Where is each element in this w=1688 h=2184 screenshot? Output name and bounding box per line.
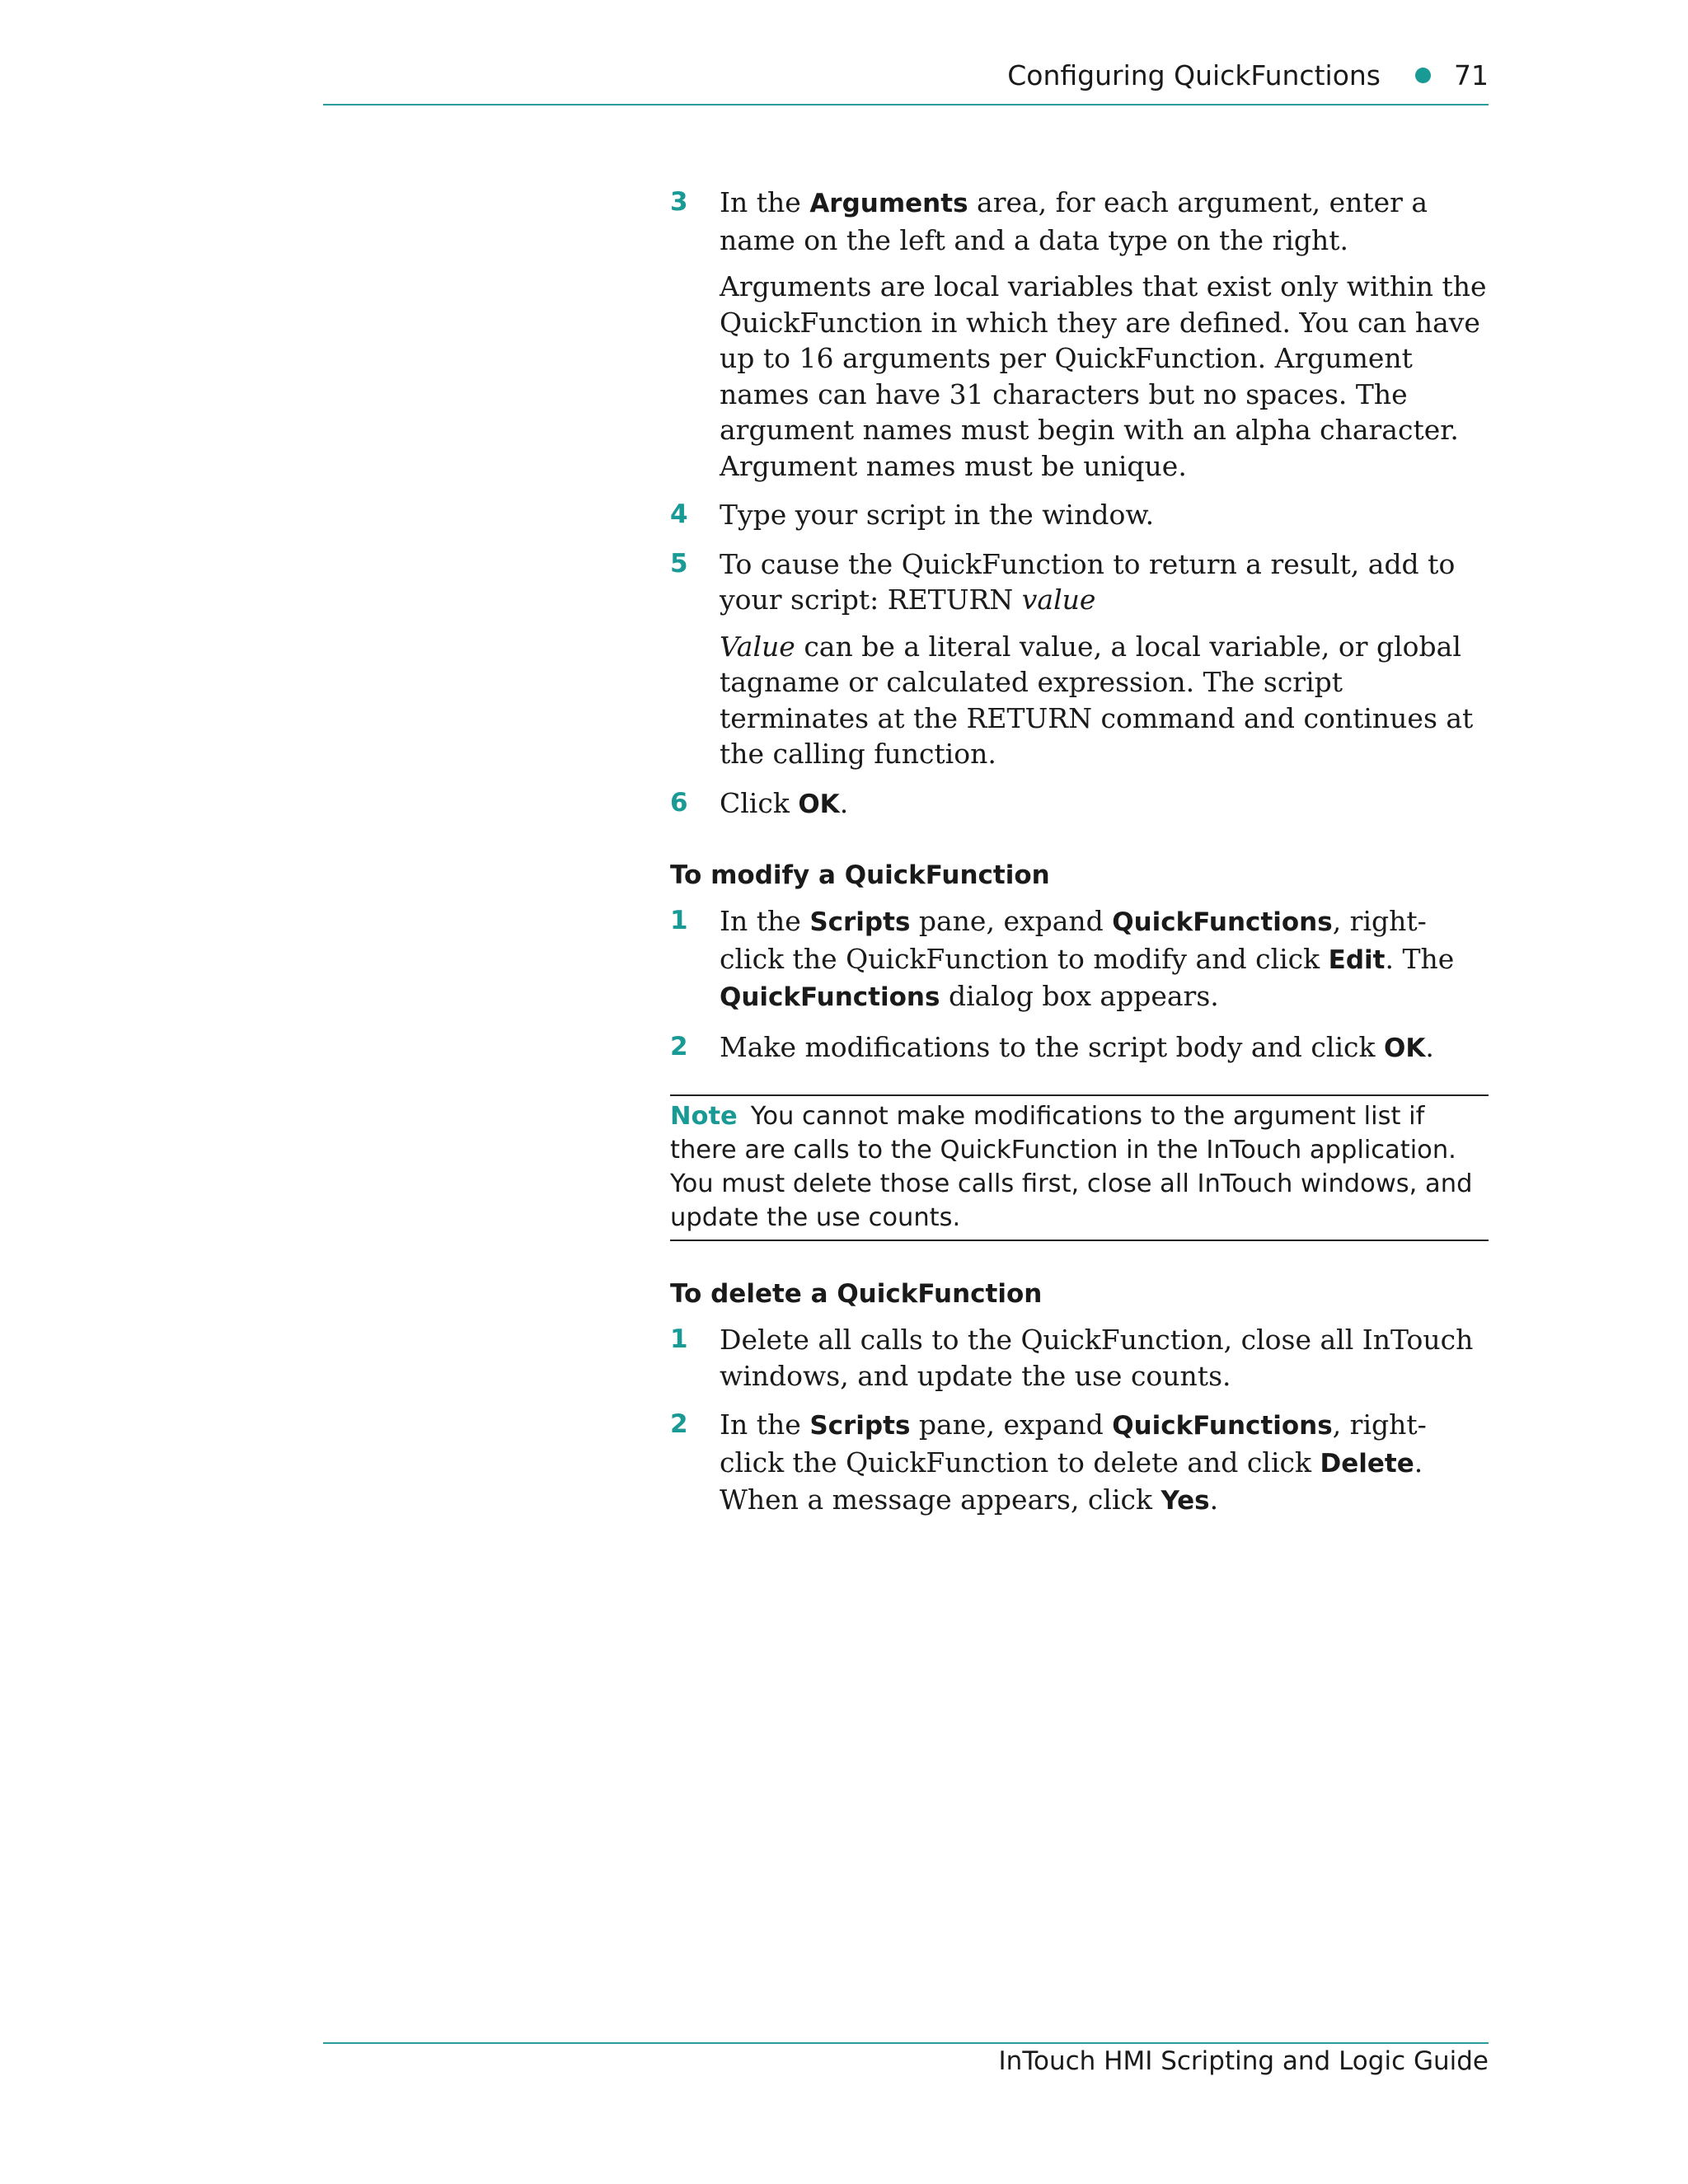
step-number: 5	[670, 548, 688, 579]
step-number: 3	[670, 187, 688, 217]
step-item	[670, 546, 1489, 772]
procedure-heading: To delete a QuickFunction	[670, 1279, 1043, 1309]
text-run: In the	[720, 186, 810, 218]
note-label: Note	[670, 1102, 738, 1131]
note-box	[670, 1094, 1489, 1241]
text-run: pane, expand	[910, 905, 1113, 937]
step-item	[670, 1029, 1489, 1067]
step-explanation: Arguments are local variables that exist only within the QuickFunction in which they are defined. You can have up to 16 arguments per QuickFunction. Argument names can have 31 characters but no spaces. The argument names must begin with an alpha character. Argument names must be unique.	[720, 270, 1487, 482]
step-explanation	[720, 629, 1489, 772]
step-text: Type your script in the window.	[720, 499, 1155, 531]
ui-term: Arguments	[809, 189, 968, 218]
running-footer: InTouch HMI Scripting and Logic Guide	[998, 2046, 1489, 2076]
step-text	[720, 546, 1489, 618]
text-run: Make modifications to the script body and click	[720, 1030, 1384, 1063]
step-number: 2	[670, 1031, 688, 1062]
text-run: . When a message appears, click	[720, 1446, 1423, 1516]
text-run: .	[1425, 1030, 1434, 1063]
step-number: 1	[670, 906, 688, 935]
footer-rule	[323, 2042, 1489, 2044]
italic-term: value	[1021, 583, 1096, 616]
ui-term: QuickFunctions	[1112, 1411, 1333, 1441]
step-text: Delete all calls to the QuickFunction, close all InTouch windows, and update the use counts.	[720, 1324, 1474, 1392]
ui-term: Yes	[1160, 1486, 1210, 1516]
procedure-heading: To modify a QuickFunction	[670, 860, 1050, 890]
text-run: In the	[720, 905, 810, 937]
text-run: area, for each argument, enter a name on the left and a data type on the right.	[720, 186, 1428, 256]
section-title: Configuring QuickFunctions	[1007, 59, 1381, 91]
step-item	[670, 185, 1489, 484]
text-run: .	[1209, 1483, 1219, 1516]
ui-term: Scripts	[809, 907, 911, 937]
step-item	[670, 903, 1489, 1016]
ui-term: Edit	[1328, 944, 1386, 975]
header-rule	[323, 104, 1489, 105]
ui-term: QuickFunctions	[1112, 907, 1333, 937]
text-run: , right-click the QuickFunction to delete and click	[720, 1408, 1427, 1479]
ui-term: Delete	[1320, 1448, 1414, 1479]
note-text: You cannot make modifications to the argument list if there are calls to the QuickFunction in the InTouch application. You must delete those calls first, close all InTouch windows, and update the use counts.	[670, 1102, 1473, 1232]
text-run: In the	[720, 1408, 810, 1441]
text-run: can be a literal value, a local variable, or global tagname or calculated expression. The script terminates at the RETURN command and continues at the calling function.	[720, 630, 1474, 770]
step-item	[670, 785, 1489, 823]
italic-term: Value	[720, 630, 795, 663]
ui-term: QuickFunctions	[720, 982, 940, 1012]
text-run: , right-click the QuickFunction to modify and click	[720, 905, 1427, 975]
text-run: Click	[720, 786, 799, 819]
bullet-dot-icon	[1415, 68, 1431, 83]
step-item	[670, 1407, 1489, 1520]
text-run: dialog box appears.	[940, 980, 1219, 1012]
text-run: . The	[1385, 942, 1455, 975]
step-number: 2	[670, 1409, 688, 1439]
step-text	[720, 185, 1489, 258]
text-run: To cause the QuickFunction to return a result, add to your script: RETURN	[720, 547, 1456, 616]
running-header	[1007, 59, 1489, 91]
step-item	[670, 497, 1489, 533]
ui-term: OK	[798, 789, 840, 819]
step-text	[720, 1407, 1489, 1520]
ui-term: Scripts	[809, 1411, 911, 1441]
ui-term: OK	[1383, 1033, 1426, 1063]
page-body	[670, 185, 1489, 1533]
step-text	[720, 785, 1489, 823]
step-number: 4	[670, 499, 688, 529]
text-run: pane, expand	[910, 1408, 1113, 1441]
text-run: .	[839, 786, 849, 819]
step-number: 1	[670, 1324, 688, 1354]
step-number: 6	[670, 787, 688, 818]
step-text	[720, 1029, 1489, 1067]
step-item	[670, 1322, 1489, 1394]
step-text	[720, 903, 1489, 1016]
page-number: 71	[1454, 59, 1489, 91]
